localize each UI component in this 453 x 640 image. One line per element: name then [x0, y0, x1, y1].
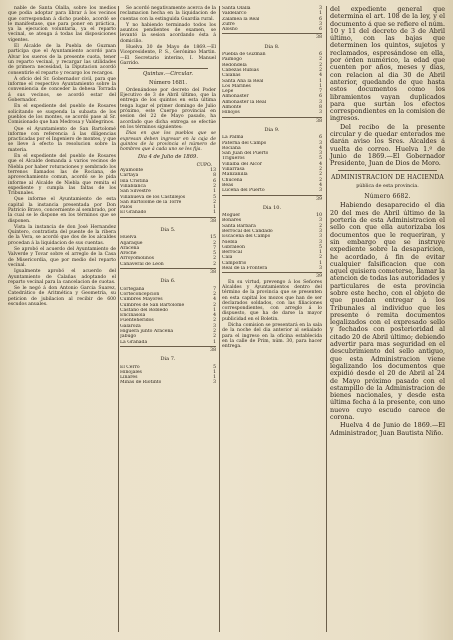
town-name: Alosno [222, 27, 238, 33]
town-name: Fuenteheridos [120, 318, 154, 324]
quota-value: 6 [319, 16, 322, 22]
divider [338, 170, 437, 171]
quota-value: 8 [213, 173, 216, 179]
quota-value: 4 [319, 145, 322, 151]
quota-value: 2 [213, 240, 216, 246]
column-rule [219, 6, 220, 632]
town-name: Minas de Riotinto [120, 380, 162, 386]
group-total: 38 [222, 117, 322, 124]
quota-value: 3 [319, 188, 322, 194]
quota-value: 2 [213, 183, 216, 189]
town-name: Aljaraque [120, 240, 143, 246]
quota-value: 2 [319, 255, 322, 261]
quota-value: 1 [213, 369, 216, 375]
town-name: Encinasola [120, 313, 146, 319]
quota-value: 2 [213, 199, 216, 205]
quota-value: 2 [213, 329, 216, 335]
paragraph: Del recibo de la presente circular y de quedar enterados me darán aviso los Sres. Alcaldes á vuelta de correo. Huelva 1.º de Junio de 1869.—El Gobernador Presidente, Juan de Dios de Moro. [330, 122, 445, 168]
town-name: Villanueva de los Castillejos [120, 194, 186, 200]
quota-value: 3 [319, 218, 322, 224]
quota-value: 7 [213, 245, 216, 251]
town-name: Real de la Frontera [222, 266, 268, 272]
quota-value: 2 [319, 172, 322, 178]
quota-value: 2 [319, 67, 322, 73]
town-name: Chucena [222, 177, 243, 183]
town-name: Huelva [120, 235, 137, 241]
town-name: Almonte [222, 105, 242, 111]
quota-value: 1 [319, 260, 322, 266]
group-total: 39 [222, 195, 322, 202]
column-rule [118, 6, 119, 632]
paragraph: En el expediente del pueblo de Rosares solicitando se suspenda la subasta de los pueblos de los montes, se acordó pase al Sr. Comisionado que han Medrosa y Valdegrinos. [8, 104, 116, 126]
column-1 [8, 6, 116, 308]
divider [128, 68, 208, 69]
quota-value: 13 [210, 168, 216, 174]
town-name: Higuera junto Aracena [120, 329, 174, 335]
column-rule [326, 6, 327, 632]
town-name: Puebla de Guzman [222, 52, 266, 58]
quota-value: 5 [213, 251, 216, 257]
quota-value: 1 [213, 375, 216, 381]
town-name: Jabugo [120, 334, 137, 340]
quota-value: 3 [319, 110, 322, 116]
day-heading: Dia 9. [264, 126, 280, 133]
town-name: Zufre [222, 21, 235, 27]
quota-value: 1 [213, 339, 216, 345]
quota-value: 8 [319, 105, 322, 111]
table-row [120, 262, 216, 267]
paragraph: En su virtud, prevengo á los Señores Alcaldes y Ayuntamientos dentro del término de la provincia que se presenten en esta capital los mozos que han de ser declarados soldados, con las filiaciones correspondientes, con arreglo á lo dispuesto, que ha de darse la mayor publicidad en el Boletin. [222, 279, 322, 322]
quota-value: 3 [319, 140, 322, 146]
quota-value: 1 [213, 210, 216, 216]
town-name: Santa Bárbara [222, 223, 256, 229]
quota-value: 5 [319, 244, 322, 250]
town-name: El Cerro [120, 364, 140, 370]
column-4-text [330, 6, 445, 437]
town-name: Hinojales [120, 369, 142, 375]
group-total: 38 [120, 346, 216, 353]
table-row [222, 110, 322, 115]
quota-value: 2 [319, 177, 322, 183]
town-name: La Palma [222, 135, 244, 141]
paragraph: Dicha comision se presentará en la sala de la noche del dia anterior al señalado para el ingreso en la oficina establecida en la calle de Prim, núm. 30, para hacer entrega. [222, 323, 322, 350]
quota-value: 7 [319, 89, 322, 95]
town-name: Bonares [222, 218, 242, 224]
town-name: Santa Ana la Real [222, 78, 264, 84]
paragraph: Que el Ayuntamiento de San Bartolomé informe con referencia á las diligencias practicadas por el Ingeniero de montes, y que se lleve á efecto la resolucion sobre la materia. [8, 126, 116, 153]
town-name: Cala [222, 255, 233, 261]
quota-value: 6 [213, 178, 216, 184]
paragraph: Habiendo desaparecido el dia 20 del mes de Abril último de la portería de esta Administracion el sello con que ella autorizaba los documentos que le requeriran, y sin embargo que se instruye expediente sobre la desaparicion, he acordado, á fin de evitar cualquier falsificacion que con aquel quisiera cometerse, llamar la atencion de todas las autoridades y particulares de esta provincia sobre este hecho, con el objeto de que puedan entregar á los Tribunales al individuo que les presente ó remita documentos legalizados con el expresado sello y fechados con posterioridad al citado 20 de Abril último; debiendo advertir para mas seguridad en el descubrimiento del sello antiguo, que esta Administracion viene legalizando los documentos que expidió desde el 20 de Abril al 24 de Mayo próximo pasado con el estampillo de la Administracion de bienes nacionales, y desde esta última fecha á la presente, con uno nuevo cuyo escudo carece de corona. [330, 201, 445, 422]
quota-value: 7 [213, 286, 216, 292]
day-heading: Dia 7. [160, 356, 176, 363]
quota-value: 2 [319, 223, 322, 229]
table-row [120, 380, 216, 385]
quota-value: 3 [319, 21, 322, 27]
paragraph: Dias en que los pueblos que se expresan deben ingresar en la caja de quintos de la provincia el número de hombres que á cada uno se les fija. [120, 131, 216, 153]
paragraph: Huelva 4 de Junio de 1869.—El Administrador, Juan Bautista Niño. [330, 421, 445, 437]
town-name: Trigueros [222, 156, 245, 162]
quota-value: 4 [319, 182, 322, 188]
quota-value: 1 [319, 11, 322, 17]
admin-title: ADMINISTRACION DE HACIENDA [331, 173, 444, 181]
quota-value: 3 [319, 234, 322, 240]
group-total: 38 [120, 268, 216, 275]
quota-value: 1 [213, 189, 216, 195]
town-name: Niebla [222, 239, 238, 245]
quota-value: 2 [213, 261, 216, 267]
town-name: Escacena del Campo [222, 234, 271, 240]
quota-value: 2 [213, 334, 216, 340]
quota-value: 3 [319, 239, 322, 245]
town-name: Aroche [120, 251, 137, 257]
paragraph: Y no habiendo terminado todos los asuntos pendientes de examen, se levantó la sesion acordando ésta á domicilio. [120, 22, 216, 44]
town-name: San Silvestre [120, 189, 151, 195]
town-name: Almonaster [222, 94, 249, 100]
admin-subtitle: pública de esta provincia. [356, 183, 419, 189]
town-name: Villarrasa [222, 167, 245, 173]
town-name: Manzanilla [222, 172, 248, 178]
quota-value: 5 [319, 156, 322, 162]
quota-value: 5 [213, 194, 216, 200]
quota-value: 3 [319, 6, 322, 11]
paragraph: El Alcalde de la Puebla de Guzman participa que el Ayuntamiento acordó para Alvar los sueros de la presente cuota, tener un reparto vecinal, y recargar las utilidades de primera necesidad, la Diputacion acordó consentirle el reparto y recargo los recargos. [8, 44, 116, 76]
town-name: Castaño del Robledo [120, 307, 169, 313]
quota-value: 3 [319, 266, 322, 272]
town-name: Almonaster la Real [222, 99, 267, 105]
paragraph: Que informe el Ayuntamiento de esta capital la instancia presentada por Don Patricio Bravo, concerniente al sembrado, por la cual se le dispone en los términos que se disponen. [8, 197, 116, 224]
town-name: Ayamonte [120, 168, 144, 174]
quota-value: 5 [213, 364, 216, 370]
town-name: Rociana [222, 145, 241, 151]
town-name: Beas [222, 182, 234, 188]
column-2 [120, 6, 216, 386]
paragraph: Á oficio del Sr. Gobernador civil, para que informe el respectivo Ayuntamiento sobre la conveniencia de conceder la dehesa Torrada á sus vecinos, se acordó estar del Gobernador. [8, 76, 116, 104]
town-name: Valdelarco [222, 11, 247, 17]
paragraph: En el expediente del pueblo de Rosares que el Alcalde demanda á varios vecinos de Niebla por haber roturaciones y sembrado los terrenos llamados las de Rociana, de aprovechamiento comun, acordó se le pida informe al Alcalde de Niebla que remita el expediente y cumpla las faltas de los Tribunales. [8, 154, 116, 197]
paragraph: Ordenándose por decreto del Poder Ejecutivo de 3 de Abril último, que la entrega de los quintos en esta última tenga lugar el primer domingo de Julio próximo, este Cuerpo provincial en sesion del 22 de Mayo pasado, ha acordado que dicha entrega se efectúe en los términos siguientes: [120, 87, 216, 130]
day-heading: Dia 8. [264, 43, 280, 50]
table-row [120, 210, 216, 215]
town-name: Cumbres de San Bartolomé [120, 302, 185, 308]
paragraph: Se acordó negativamente acerca de la reclamacion hecha en la liquidacion de cuentas con la estinguida Guardia rural. [120, 6, 216, 22]
table-row [222, 188, 322, 193]
quota-value: 6 [319, 135, 322, 141]
town-name: Berrocal del Candado [222, 228, 273, 234]
town-name: Paimogo [222, 57, 242, 63]
town-name: Cañaveral de Leon [120, 261, 164, 267]
quota-value: 4 [213, 297, 216, 303]
quota-value: 2 [213, 291, 216, 297]
quota-value: 1 [319, 83, 322, 89]
quota-table [120, 168, 216, 386]
quota-value: 1 [319, 250, 322, 256]
town-name: Moguer [222, 213, 241, 219]
town-name: Aracena [120, 245, 140, 251]
circular-number: Número 1681. [149, 79, 187, 86]
town-name: Corteconcepcion [120, 291, 160, 297]
town-name: Galaroza [120, 323, 141, 329]
paragraph: nable de Santa Olalla, sobre los medios que podia adoptar para librar á los vecinos que correspondan á dicho pueblo, acordó se le manifestase, que para poner en práctica, ya la ejecucion voluntaria, ya el reparto vecinal, se ateuga á todas las disposiciones vigentes. [8, 6, 116, 43]
table-header: CUPO. [196, 162, 212, 168]
town-name: Cabezas Rubias [222, 67, 259, 73]
day-heading: Dia 5. [160, 226, 176, 233]
town-name: El Granado [120, 210, 147, 216]
column-4 [330, 6, 445, 438]
town-name: Linares [120, 375, 138, 381]
quota-value: 3 [213, 380, 216, 386]
paragraph: Igualmente aprobó el acuerdo del Ayuntamiento de Calañas adoptando el reparto vecinal para la cancelacion de cuotas. [8, 269, 116, 285]
town-name: Calañas [222, 73, 241, 79]
quota-value: 3 [319, 228, 322, 234]
town-name: Berrocal [222, 250, 243, 256]
town-name: Villablanca [120, 183, 146, 189]
group-total: 38 [222, 33, 322, 40]
town-name: San Bartolomé de la Torre [120, 199, 182, 205]
quota-value: 1 [319, 78, 322, 84]
table-row [222, 27, 322, 32]
town-name: Arroyomolinos [120, 256, 154, 262]
quota-value: 2 [319, 57, 322, 63]
town-name: Isla Cristina [120, 178, 149, 184]
town-name: Lepe [222, 89, 234, 95]
town-name: Cortegana [120, 286, 145, 292]
town-name: Los Marines [222, 83, 251, 89]
quota-value: 1 [213, 307, 216, 313]
quota-value: 15 [210, 235, 216, 241]
quota-value: 4 [213, 313, 216, 319]
town-name: San Juan del Puerto [222, 151, 269, 157]
quota-value: 6 [319, 52, 322, 58]
town-name: Zalamea la Real [222, 16, 260, 22]
day-heading: Dia 10. [262, 204, 282, 211]
column-3 [222, 6, 322, 351]
date-line: Dia 4 de Julio de 1869. [138, 154, 198, 161]
paragraph: Se le negó á don Antonio Garcia Suarez, Catedrático de Aritmética y Geometría, su peticion de jubilacion al recibir de 600 escudos anuales. [8, 286, 116, 308]
town-name: Gibraleon [222, 244, 245, 250]
quota-table [222, 6, 322, 280]
quota-value: 3 [213, 323, 216, 329]
day-heading: Dia 6. [160, 278, 176, 285]
group-total: 38 [120, 217, 216, 224]
town-name: Hinojos [222, 110, 240, 116]
quota-value: 2 [213, 318, 216, 324]
quota-value: 2 [319, 62, 322, 68]
town-name: Santa Olalla [222, 6, 251, 11]
town-name: Campofrío [222, 260, 247, 266]
paragraph: Huelva 30 de Mayo de 1869.—El Vicepresidente, P. S., Gerónimo Martin.—El Secretario interino, I. Manuel Garrido. [120, 45, 216, 66]
quota-value: 6 [319, 94, 322, 100]
quota-value: 6 [319, 27, 322, 33]
town-name: Redondela [222, 62, 247, 68]
quota-value: 3 [319, 99, 322, 105]
town-name: Cartaya [120, 173, 139, 179]
quota-value: 10 [316, 213, 322, 219]
quota-value: 3 [319, 151, 322, 157]
group-total: 39 [222, 272, 322, 279]
paragraph: del expediente general que determina el art. 108 de la ley, y el documento á que se refiere el núm. 10 y 11 del decreto de 3 de Abril último, con las bajas que determinen los quintos, sujetos y reclamados, espresándose en ella, por órden numérico, la edad que cuenten por años, meses y dias, con relacion al dia 30 de Abril anterior, quedando de que hasta estos documentos como los libramientos vayan duplicados para que surtan los efectos correspondientes en la comision de ingresos. [330, 5, 445, 123]
paragraph: Vista la instancia de don José Hernandez Quintero, contratista del puente de la ribera de la Vera, se acordó que dos de los alcaldes procedan á la liquidacion de sus cuentas. [8, 224, 116, 246]
quota-value: 4 [319, 161, 322, 167]
town-name: Paterna del Campo [222, 140, 267, 146]
quota-value: 2 [213, 256, 216, 262]
town-name: Villalba del Alcor [222, 161, 262, 167]
quota-value: 2 [213, 302, 216, 308]
quota-value: 2 [319, 167, 322, 173]
town-name: Lucena del Puerto [222, 188, 265, 194]
quota-value: 4 [319, 73, 322, 79]
town-name: La Granada [120, 339, 148, 345]
quota-value: 1 [213, 205, 216, 211]
paragraph: Se aprobó el acuerdo del Ayuntamiento de Valverde y Tovar sobre el arreglo de la Casa de Misericordia, que por medio del reparto vecinal. [8, 247, 116, 268]
circular-title: Quintas.—Circular. [143, 71, 193, 78]
table-row [222, 266, 322, 271]
table-row [120, 340, 216, 345]
town-name: Palos [120, 205, 133, 211]
town-name: Cumbres Mayores [120, 297, 163, 303]
admin-number: Número 6682. [364, 193, 411, 201]
